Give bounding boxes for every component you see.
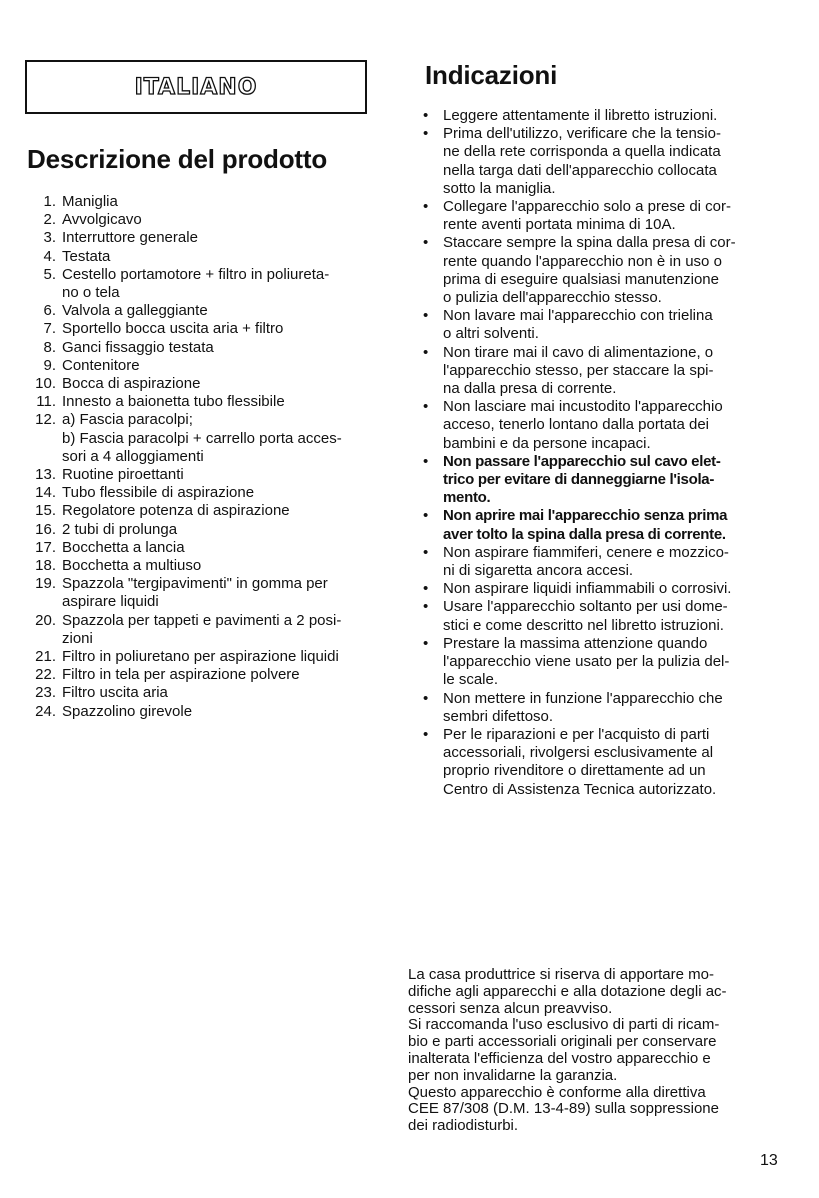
part-name: Regolatore potenza di aspirazione <box>62 502 290 520</box>
bullet-icon: • <box>423 307 429 325</box>
part-name: Filtro in poliuretano per aspirazione liquidi <box>62 648 339 666</box>
bullet-icon: • <box>423 725 429 743</box>
indication-item <box>421 453 761 508</box>
parts-list-item <box>20 648 380 666</box>
parts-list-item <box>20 411 380 466</box>
parts-list-item <box>20 466 380 484</box>
indications-list <box>421 107 761 799</box>
parts-list-item <box>20 703 380 721</box>
part-name: Ganci fissaggio testata <box>62 338 214 356</box>
bullet-icon: • <box>423 598 429 616</box>
part-name: Sportello bocca uscita aria + filtro <box>62 320 284 338</box>
indication-item <box>421 507 761 543</box>
indication-item <box>421 635 761 690</box>
part-number: 3. <box>43 229 56 247</box>
bullet-icon: • <box>423 107 429 124</box>
part-number: 5. <box>43 265 56 283</box>
bullet-icon: • <box>423 634 429 652</box>
part-name: Maniglia <box>62 193 118 210</box>
language-header-box <box>25 60 367 114</box>
indication-text: Per le riparazioni e per l'acquisto di parti accessoriali, rivolgersi esclusivamente al proprio rivenditore o direttamente ad un Centro di Assistenza Tecnica autorizzato. <box>443 725 717 798</box>
indication-item <box>421 307 761 343</box>
indication-text: Non lavare mai l'apparecchio con trielina o altri solventi. <box>443 307 713 343</box>
indication-item <box>421 398 761 453</box>
part-name: Bocchetta a multiuso <box>62 557 202 575</box>
part-number: 18. <box>35 557 56 575</box>
part-name: Cestello portamotore + filtro in poliureta- no o tela <box>62 265 330 302</box>
part-name: Innesto a baionetta tubo flessibile <box>62 393 285 411</box>
part-name: Spazzolino girevole <box>62 702 193 720</box>
indication-text: Collegare l'apparecchio solo a prese di cor- rente aventi portata minima di 10A. <box>443 198 732 234</box>
parts-list-item <box>20 484 380 502</box>
indication-text: Prima dell'utilizzo, verificare che la tensio- ne della rete corrisponda a quella indicata nella targa dati dell'apparecchio collocata sotto la maniglia. <box>443 125 721 197</box>
part-number: 10. <box>35 375 56 393</box>
part-number: 14. <box>35 484 56 502</box>
part-number: 19. <box>35 575 56 593</box>
indication-text: Usare l'apparecchio soltanto per usi dome- stici e come descritto nel libretto istruzioni. <box>443 598 728 634</box>
part-number: 1. <box>43 193 56 210</box>
indication-item <box>421 107 761 125</box>
indication-text: Staccare sempre la spina dalla presa di cor- rente quando l'apparecchio non è in uso o prima di eseguire qualsiasi manutenzione o pulizia dell'apparecchio stesso. <box>443 234 736 307</box>
part-number: 8. <box>43 338 56 356</box>
indications-title: Indicazioni <box>425 60 558 90</box>
indication-item <box>421 598 761 634</box>
bullet-icon: • <box>423 689 429 707</box>
bullet-icon: • <box>423 452 429 470</box>
part-name: Contenitore <box>62 356 140 374</box>
part-number: 15. <box>35 502 56 520</box>
part-name: a) Fascia paracolpi; b) Fascia paracolpi + carrello porta acces- sori a 4 alloggiamenti <box>62 411 342 465</box>
parts-list-item <box>20 521 380 539</box>
part-number: 9. <box>43 356 56 374</box>
indication-text: Non tirare mai il cavo di alimentazione, o l'apparecchio stesso, per staccare la spi- na dalla presa di corrente. <box>443 343 714 398</box>
parts-list-item <box>20 320 380 338</box>
parts-list-item <box>20 229 380 247</box>
part-number: 12. <box>35 411 56 429</box>
parts-list-item <box>20 211 380 229</box>
parts-list-item <box>20 357 380 375</box>
part-number: 16. <box>35 520 56 538</box>
part-number: 24. <box>35 702 56 720</box>
part-name: Bocca di aspirazione <box>62 375 201 393</box>
part-name: Ruotine piroettanti <box>62 466 184 484</box>
parts-list-item <box>20 266 380 302</box>
part-name: Testata <box>62 247 111 265</box>
bullet-icon: • <box>423 198 429 216</box>
part-number: 4. <box>43 247 56 265</box>
parts-list-item <box>20 302 380 320</box>
parts-list-item <box>20 375 380 393</box>
part-number: 17. <box>35 538 56 556</box>
bullet-icon: • <box>423 343 429 361</box>
parts-list-item <box>20 612 380 648</box>
part-number: 21. <box>35 648 56 666</box>
page-number: 13 <box>760 1152 778 1169</box>
part-number: 2. <box>43 211 56 229</box>
parts-list <box>20 193 380 721</box>
part-name: Filtro in tela per aspirazione polvere <box>62 666 300 684</box>
manufacturer-notice <box>408 967 756 1135</box>
part-number: 13. <box>35 466 56 484</box>
part-name: 2 tubi di prolunga <box>62 520 178 538</box>
indication-item <box>421 234 761 307</box>
indication-text: Non mettere in funzione l'apparecchio che sembri difettoso. <box>443 689 723 725</box>
notice-paragraph: Si raccomanda l'uso esclusivo di parti di ricam- bio e parti accessoriali originali per conservare inalterata l'efficienza del vostro apparecchio e per non invalidarne la garanzia. <box>408 1016 720 1084</box>
part-number: 7. <box>43 320 56 338</box>
product-description-title: Descrizione del prodotto <box>27 144 328 174</box>
part-name: Filtro uscita aria <box>62 684 168 702</box>
part-number: 23. <box>35 684 56 702</box>
part-name: Spazzola per tappeti e pavimenti a 2 posi- zioni <box>62 611 342 647</box>
part-name: Spazzola "tergipavimenti" in gomma per aspirare liquidi <box>62 575 328 611</box>
part-number: 6. <box>43 302 56 320</box>
bullet-icon: • <box>423 398 429 416</box>
parts-list-item <box>20 684 380 702</box>
indication-text: Non lasciare mai incustodito l'apparecchio acceso, tenerlo lontano dalla portata dei bambini e da persone incapaci. <box>443 398 723 452</box>
indication-item <box>421 198 761 234</box>
parts-list-item <box>20 339 380 357</box>
bullet-icon: • <box>423 507 429 525</box>
parts-list-item <box>20 557 380 575</box>
part-name: Tubo flessibile di aspirazione <box>62 484 255 502</box>
indication-text: Non passare l'apparecchio sul cavo elet- trico per evitare di danneggiarne l'isola- mento. <box>443 452 721 507</box>
indication-text: Leggere attentamente il libretto istruzioni. <box>443 107 718 124</box>
language-label: ITALIANO <box>134 74 258 100</box>
indication-item <box>421 690 761 726</box>
part-number: 11. <box>36 393 56 411</box>
part-name: Valvola a galleggiante <box>62 302 208 320</box>
indication-text: Non aspirare liquidi infiammabili o corrosivi. <box>443 580 732 598</box>
part-name: Interruttore generale <box>62 229 198 247</box>
parts-list-item <box>20 666 380 684</box>
parts-list-item <box>20 539 380 557</box>
indication-text: Prestare la massima attenzione quando l'apparecchio viene usato per la pulizia del- le scale. <box>443 634 730 689</box>
part-name: Bocchetta a lancia <box>62 538 185 556</box>
parts-list-item <box>20 193 380 211</box>
indication-item <box>421 580 761 598</box>
indication-item <box>421 726 761 799</box>
indication-item <box>421 125 761 198</box>
bullet-icon: • <box>423 125 429 143</box>
indication-text: Non aprire mai l'apparecchio senza prima aver tolto la spina dalla presa di corrente. <box>443 507 728 543</box>
bullet-icon: • <box>423 234 429 252</box>
parts-list-item <box>20 248 380 266</box>
notice-paragraph: Questo apparecchio è conforme alla direttiva CEE 87/308 (D.M. 13-4-89) sulla soppressione dei radiodisturbi. <box>408 1083 719 1135</box>
parts-list-item <box>20 502 380 520</box>
notice-paragraph: La casa produttrice si riserva di apportare mo- difiche agli apparecchi e alla dotazione degli ac- cessori senza alcun preavviso. <box>408 966 727 1017</box>
part-name: Avvolgicavo <box>62 211 142 229</box>
bullet-icon: • <box>423 580 429 598</box>
part-number: 20. <box>35 611 56 629</box>
indication-item <box>421 344 761 399</box>
indication-item <box>421 544 761 580</box>
indication-text: Non aspirare fiammiferi, cenere e mozzico- ni di sigaretta ancora accesi. <box>443 543 729 580</box>
part-number: 22. <box>35 666 56 684</box>
bullet-icon: • <box>423 543 429 561</box>
parts-list-item <box>20 393 380 411</box>
parts-list-item <box>20 575 380 611</box>
